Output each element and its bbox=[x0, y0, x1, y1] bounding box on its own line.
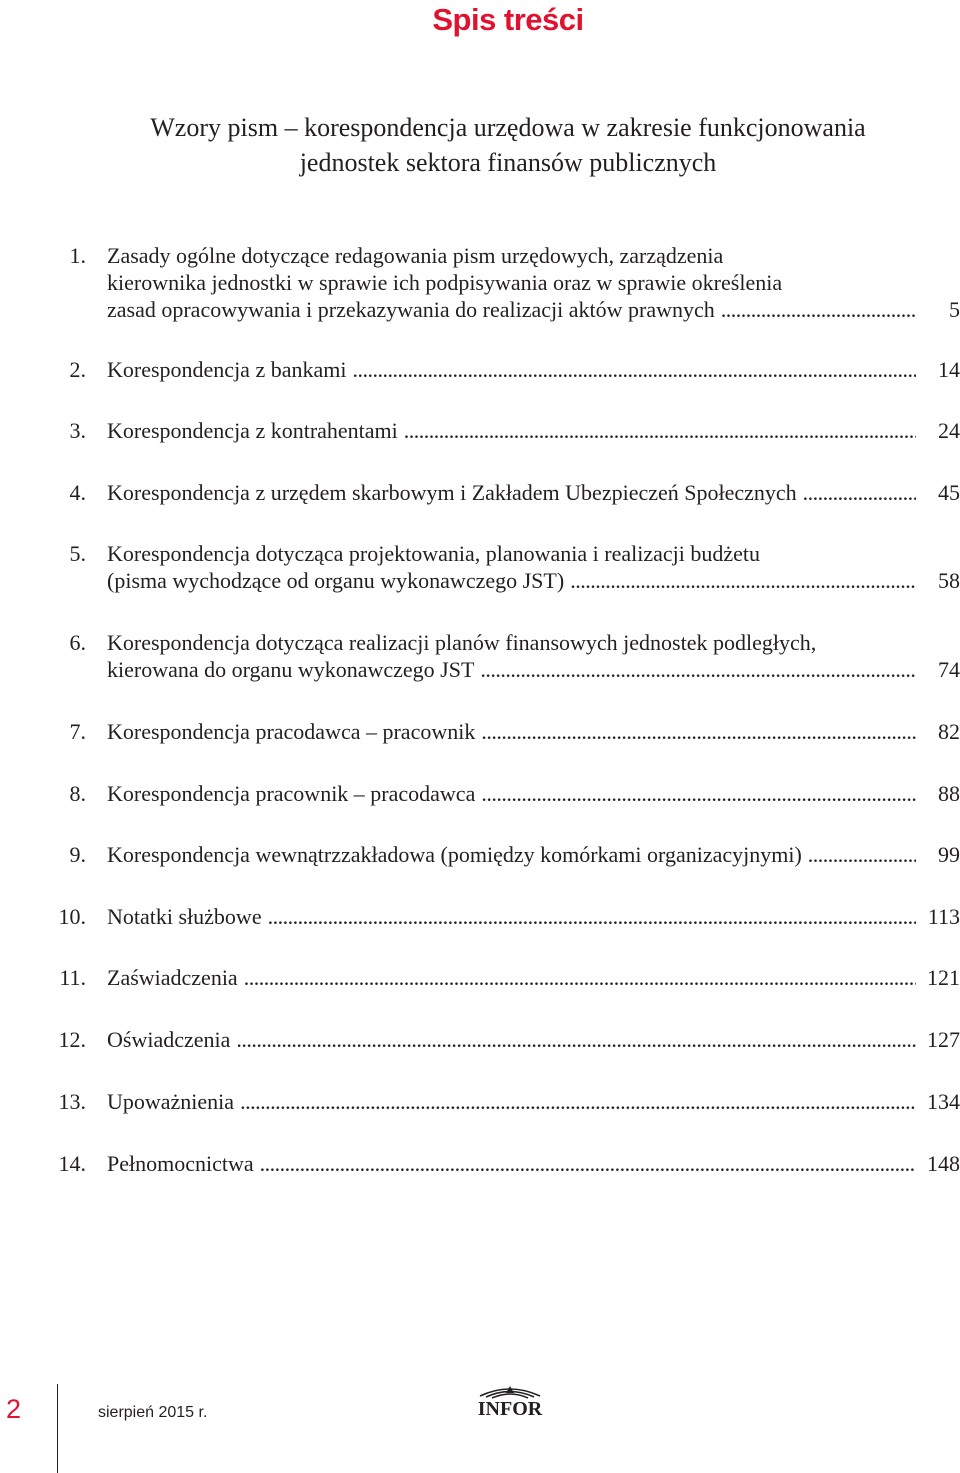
toc-leader-row bbox=[107, 657, 960, 683]
toc-page-number: 121 bbox=[927, 965, 960, 990]
toc-page-number: 82 bbox=[938, 719, 960, 744]
toc-dot-leader bbox=[808, 842, 916, 868]
toc-line bbox=[50, 297, 960, 323]
toc-entry-title: (pisma wychodzące od organu wykonawczego JST) bbox=[107, 568, 565, 593]
toc-entry[interactable] bbox=[50, 1151, 960, 1177]
toc-line bbox=[50, 1151, 960, 1177]
toc-page-number: 127 bbox=[927, 1027, 960, 1052]
toc-dot-leader bbox=[404, 418, 916, 444]
toc-entry[interactable] bbox=[50, 357, 960, 383]
toc-page-number: 24 bbox=[938, 418, 960, 443]
toc-page-number: 74 bbox=[938, 657, 960, 682]
toc-line bbox=[50, 480, 960, 506]
toc-entry[interactable] bbox=[50, 418, 960, 444]
toc-entry-number: 6. bbox=[69, 630, 86, 655]
toc-entry-title: Zasady ogólne dotyczące redagowania pism urzędowych, zarządzenia bbox=[107, 243, 724, 268]
toc-line bbox=[50, 630, 960, 656]
toc-page-number: 113 bbox=[927, 904, 960, 929]
toc-entry-number: 10. bbox=[58, 904, 86, 929]
book-title bbox=[0, 110, 960, 180]
footer-page-number: 2 bbox=[6, 1394, 22, 1424]
toc-entry-title: Korespondencja z kontrahentami bbox=[107, 418, 398, 443]
toc-leader-row bbox=[107, 418, 960, 444]
toc-dot-leader bbox=[260, 1151, 916, 1177]
toc-dot-leader bbox=[481, 719, 916, 745]
toc-dot-leader bbox=[244, 965, 916, 991]
book-title-line: jednostek sektora finansów publicznych bbox=[299, 148, 717, 177]
toc-leader-row bbox=[107, 357, 960, 383]
toc-leader-row bbox=[107, 965, 960, 991]
toc-entry[interactable] bbox=[50, 904, 960, 930]
toc-entry-title: Korespondencja dotycząca projektowania, planowania i realizacji budżetu bbox=[107, 541, 760, 566]
toc-dot-leader bbox=[481, 781, 916, 807]
toc-entry-title: Korespondencja z bankami bbox=[107, 357, 347, 382]
toc-leader-row bbox=[107, 1027, 960, 1053]
toc-line bbox=[50, 965, 960, 991]
toc-entry-title: Notatki służbowe bbox=[107, 904, 262, 929]
toc-page-number: 99 bbox=[938, 842, 960, 867]
toc-entry-number: 8. bbox=[69, 781, 86, 806]
toc-leader-row bbox=[107, 568, 960, 594]
toc-leader-row bbox=[107, 842, 960, 868]
toc-entry-title: Korespondencja pracodawca – pracownik bbox=[107, 719, 476, 744]
toc-line bbox=[50, 657, 960, 683]
toc-page-number: 148 bbox=[927, 1151, 960, 1176]
toc-dot-leader bbox=[236, 1027, 916, 1053]
toc-dot-leader bbox=[721, 297, 916, 323]
toc-entry-title: Korespondencja z urzędem skarbowym i Zakładem Ubezpieczeń Społecznych bbox=[107, 480, 797, 505]
toc-leader-row bbox=[107, 719, 960, 745]
toc-entry[interactable] bbox=[50, 480, 960, 506]
toc-line bbox=[50, 243, 960, 269]
toc-leader-row bbox=[107, 781, 960, 807]
toc-line bbox=[50, 781, 960, 807]
toc-entry[interactable] bbox=[50, 1027, 960, 1053]
toc-entry-number: 2. bbox=[69, 357, 86, 382]
page-heading: Spis treści bbox=[432, 2, 584, 37]
toc-entry-title: zasad opracowywania i przekazywania do realizacji aktów prawnych bbox=[107, 297, 715, 322]
toc-entry[interactable] bbox=[50, 541, 960, 594]
toc-entry-title: Upoważnienia bbox=[107, 1089, 235, 1114]
toc-line bbox=[50, 1027, 960, 1053]
toc-line bbox=[50, 270, 960, 296]
footer-divider bbox=[57, 1384, 58, 1473]
toc-entry-title: kierowana do organu wykonawczego JST bbox=[107, 657, 475, 682]
toc-entry-number: 9. bbox=[69, 842, 86, 867]
toc-dot-leader bbox=[803, 480, 916, 506]
toc-entry-title: Korespondencja pracownik – pracodawca bbox=[107, 781, 476, 806]
toc-dot-leader bbox=[352, 357, 916, 383]
toc-page-number: 134 bbox=[927, 1089, 960, 1114]
toc-entry-title: Pełnomocnictwa bbox=[107, 1151, 254, 1176]
toc-entry-title: Zaświadczenia bbox=[107, 965, 238, 990]
toc-entry[interactable] bbox=[50, 965, 960, 991]
book-title-line: Wzory pism – korespondencja urzędowa w zakresie funkcjonowania bbox=[150, 113, 866, 142]
toc-entry-number: 1. bbox=[69, 243, 86, 268]
toc-line bbox=[50, 541, 960, 567]
toc-page-number: 5 bbox=[949, 297, 960, 322]
toc-entry-title: Oświadczenia bbox=[107, 1027, 231, 1052]
toc-entry[interactable] bbox=[50, 1089, 960, 1115]
toc-entry[interactable] bbox=[50, 842, 960, 868]
toc-entry-title: Korespondencja wewnątrzzakładowa (pomiędzy komórkami organizacyjnymi) bbox=[107, 842, 802, 867]
toc-line bbox=[50, 568, 960, 594]
publisher-logo bbox=[470, 1384, 550, 1424]
footer-date: sierpień 2015 r. bbox=[98, 1404, 208, 1421]
toc-line bbox=[50, 904, 960, 930]
toc-line bbox=[50, 418, 960, 444]
toc-entry-number: 3. bbox=[69, 418, 86, 443]
toc-entry[interactable] bbox=[50, 243, 960, 323]
toc-entry[interactable] bbox=[50, 781, 960, 807]
toc-dot-leader bbox=[570, 568, 916, 594]
toc-line bbox=[50, 357, 960, 383]
toc-entry-title: Korespondencja dotycząca realizacji planów finansowych jednostek podległych, bbox=[107, 630, 817, 655]
toc-line bbox=[50, 719, 960, 745]
toc-entry-title: kierownika jednostki w sprawie ich podpisywania oraz w sprawie określenia bbox=[107, 270, 783, 295]
toc-leader-row bbox=[107, 480, 960, 506]
toc-entry[interactable] bbox=[50, 719, 960, 745]
toc-line bbox=[50, 1089, 960, 1115]
toc-entry[interactable] bbox=[50, 630, 960, 683]
toc-entry-number: 12. bbox=[58, 1027, 86, 1052]
toc-entry-number: 13. bbox=[58, 1089, 86, 1114]
toc-leader-row bbox=[107, 297, 960, 323]
toc-entry-number: 5. bbox=[69, 541, 86, 566]
toc-page-number: 58 bbox=[938, 568, 960, 593]
page-footer bbox=[0, 1384, 960, 1473]
toc-dot-leader bbox=[268, 904, 916, 930]
toc-dot-leader bbox=[480, 657, 916, 683]
toc-leader-row bbox=[107, 1151, 960, 1177]
toc-line bbox=[50, 842, 960, 868]
toc-page-number: 45 bbox=[938, 480, 960, 505]
toc-entry-number: 14. bbox=[58, 1151, 86, 1176]
toc-dot-leader bbox=[240, 1089, 916, 1115]
toc-entry-number: 7. bbox=[69, 719, 86, 744]
toc-entry-number: 11. bbox=[59, 965, 86, 990]
toc-leader-row bbox=[107, 904, 960, 930]
publisher-name: INFOR bbox=[477, 1398, 543, 1420]
toc-page-number: 88 bbox=[938, 781, 960, 806]
toc-page-number: 14 bbox=[938, 357, 960, 382]
toc-entry-number: 4. bbox=[69, 480, 86, 505]
toc-leader-row bbox=[107, 1089, 960, 1115]
